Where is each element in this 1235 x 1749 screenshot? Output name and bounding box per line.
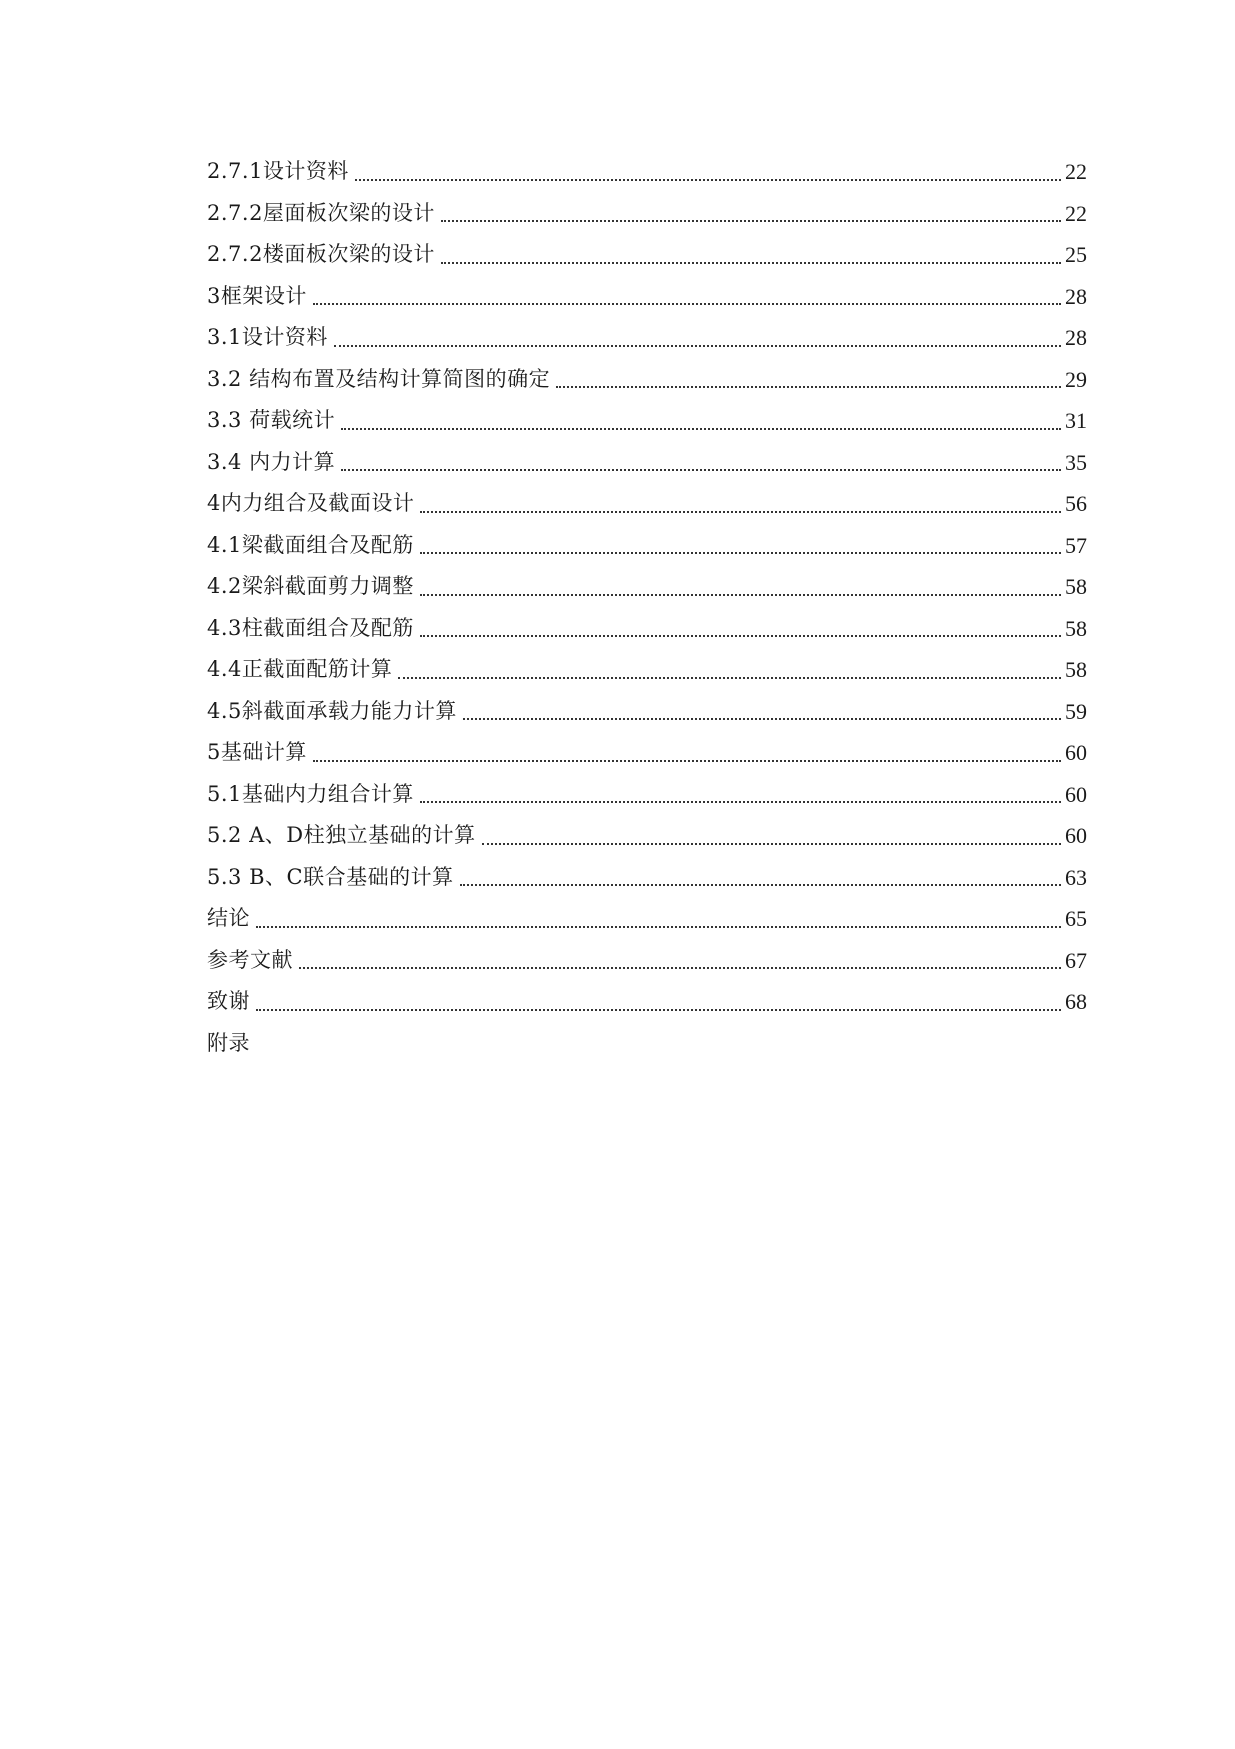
- toc-entry-label: 3.2 结构布置及结构计算简图的确定: [207, 366, 551, 391]
- toc-entry-page: 29: [1065, 366, 1087, 392]
- toc-dot-leader: [482, 815, 1061, 857]
- toc-dot-leader: [334, 317, 1061, 359]
- toc-entry[interactable]: [207, 608, 1087, 650]
- toc-entry-label: 2.7.1设计资料: [207, 159, 349, 183]
- toc-entry-page: 58: [1065, 574, 1087, 599]
- toc-dot-leader: [299, 940, 1061, 982]
- toc-entry[interactable]: [207, 940, 1087, 982]
- toc-dot-leader: [341, 400, 1061, 442]
- toc-entry-page: 60: [1065, 781, 1087, 807]
- toc-entry[interactable]: [207, 1023, 1087, 1065]
- toc-dot-leader: [355, 151, 1061, 193]
- toc-dot-leader: [463, 691, 1061, 733]
- toc-dot-leader: [441, 234, 1061, 276]
- toc-entry-page: 60: [1065, 823, 1087, 848]
- toc-entry-label: 2.7.2楼面板次梁的设计: [207, 242, 435, 266]
- toc-entry[interactable]: [207, 525, 1087, 567]
- toc-dot-leader: [420, 566, 1061, 608]
- toc-dot-leader: [420, 774, 1061, 816]
- toc-entry-page: 63: [1065, 864, 1087, 890]
- toc-entry[interactable]: [207, 193, 1087, 235]
- toc-entry[interactable]: [207, 774, 1087, 816]
- toc-entry-page: 22: [1065, 200, 1087, 226]
- toc-entry[interactable]: [207, 981, 1087, 1023]
- toc-dot-leader: [556, 359, 1061, 401]
- toc-dot-leader: [420, 483, 1061, 525]
- toc-entry-label: 4.2梁斜截面剪力调整: [207, 574, 414, 598]
- toc-entry-page: 28: [1065, 283, 1087, 309]
- toc-entry-label: 结论: [207, 906, 250, 930]
- toc-entry[interactable]: [207, 400, 1087, 442]
- toc-entry-label: 参考文献: [207, 947, 293, 972]
- toc-entry-page: 67: [1065, 947, 1087, 973]
- toc-entry[interactable]: [207, 483, 1087, 525]
- toc-entry[interactable]: [207, 815, 1087, 857]
- toc-entry-page: 28: [1065, 325, 1087, 350]
- toc-entry-label: 3框架设计: [207, 283, 307, 308]
- toc-entry[interactable]: [207, 857, 1087, 899]
- toc-entry[interactable]: [207, 649, 1087, 691]
- toc-dot-leader: [313, 276, 1061, 318]
- table-of-contents: [207, 151, 1087, 1064]
- toc-entry-label: 3.1设计资料: [207, 325, 328, 349]
- toc-entry[interactable]: [207, 898, 1087, 940]
- toc-entry[interactable]: [207, 566, 1087, 608]
- toc-entry-label: 附录: [207, 1030, 250, 1055]
- toc-entry-page: 58: [1065, 615, 1087, 641]
- toc-entry[interactable]: [207, 151, 1087, 193]
- toc-entry-page: 58: [1065, 657, 1087, 682]
- toc-dot-leader: [256, 898, 1061, 940]
- toc-entry-label: 2.7.2屋面板次梁的设计: [207, 200, 435, 225]
- toc-entry[interactable]: [207, 691, 1087, 733]
- toc-entry[interactable]: [207, 317, 1087, 359]
- toc-entry[interactable]: [207, 234, 1087, 276]
- toc-entry-label: 5基础计算: [207, 740, 307, 764]
- toc-entry-label: 5.1基础内力组合计算: [207, 781, 414, 806]
- toc-entry-page: 57: [1065, 532, 1087, 558]
- toc-dot-leader: [441, 193, 1061, 235]
- toc-entry[interactable]: [207, 732, 1087, 774]
- toc-entry-label: 3.3 荷载统计: [207, 408, 336, 432]
- toc-entry-label: 4.5斜截面承载力能力计算: [207, 698, 457, 723]
- toc-entry-label: 4内力组合及截面设计: [207, 491, 415, 515]
- toc-entry-page: 25: [1065, 242, 1087, 267]
- toc-dot-leader: [460, 857, 1061, 899]
- toc-entry-page: 31: [1065, 408, 1087, 433]
- toc-entry-label: 5.2 A、D柱独立基础的计算: [207, 823, 476, 847]
- toc-dot-leader: [341, 442, 1061, 484]
- toc-dot-leader: [256, 981, 1061, 1023]
- toc-entry-page: 22: [1065, 159, 1087, 184]
- toc-entry-label: 3.4 内力计算: [207, 449, 336, 474]
- toc-entry-label: 4.1梁截面组合及配筋: [207, 532, 414, 557]
- toc-dot-leader: [398, 649, 1061, 691]
- toc-entry-label: 致谢: [207, 989, 250, 1013]
- toc-entry[interactable]: [207, 359, 1087, 401]
- toc-entry-label: 5.3 B、C联合基础的计算: [207, 864, 454, 889]
- toc-entry-page: 35: [1065, 449, 1087, 475]
- toc-entry-page: 56: [1065, 491, 1087, 516]
- toc-dot-leader: [313, 732, 1061, 774]
- toc-entry[interactable]: [207, 442, 1087, 484]
- toc-entry-page: 60: [1065, 740, 1087, 765]
- toc-dot-leader: [420, 525, 1061, 567]
- toc-entry-page: 59: [1065, 698, 1087, 724]
- toc-dot-leader: [420, 608, 1061, 650]
- toc-entry[interactable]: [207, 276, 1087, 318]
- toc-entry-label: 4.3柱截面组合及配筋: [207, 615, 414, 640]
- toc-entry-page: 65: [1065, 906, 1087, 931]
- toc-entry-page: 68: [1065, 989, 1087, 1014]
- toc-entry-label: 4.4正截面配筋计算: [207, 657, 393, 681]
